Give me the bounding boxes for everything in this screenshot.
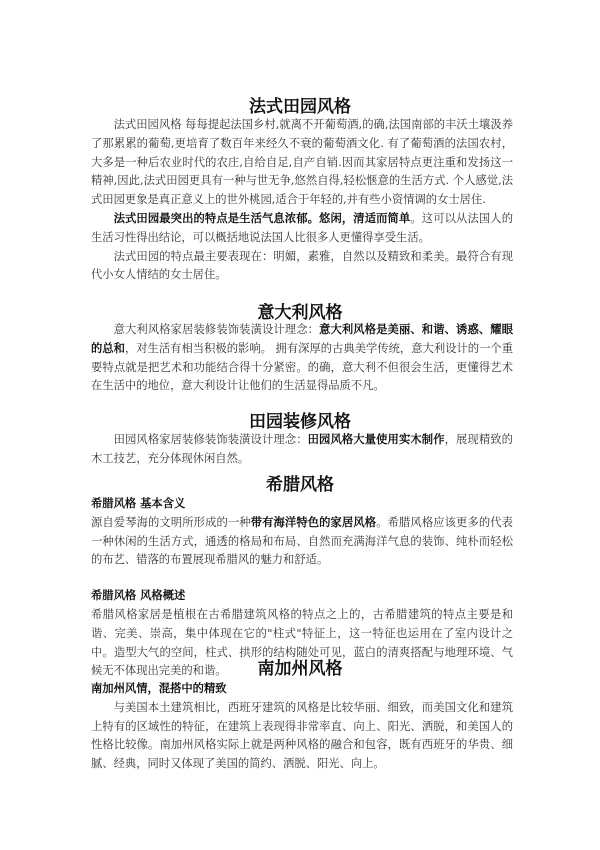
italian-highlight: 意大利风格是美丽、和谐、诱惑、耀眼的总和 [91,323,513,355]
pastoral-rest: ，展现精致的木工技艺，充分体现休闲自然。 [91,433,513,465]
greek-highlight: 带有海洋特色的家居风格 [250,515,377,529]
greek-subheading-2: 希腊风格 风格概述 [91,589,186,603]
greek-pre: 源自爱琴海的文明所形成的一种 [91,515,251,529]
greek-rest: 。希腊风格应该更多的代表一种休闲的生活方式，通透的格局和布局、自然而充满海洋气息的装饰、纯朴而轻松的布艺、错落的布置展现希腊风的魅力和舒适。 [91,515,513,567]
italian-title: 意大利风格 [257,303,343,323]
french-paragraph-2 [91,210,513,248]
french-section [91,116,513,285]
french-paragraph-2-rest: 。这可以从法国人的生活习性得出结论，可以概括地说法国人比很多人更懂得享受生活。 [91,211,513,244]
pastoral-highlight: 田园风格大量使用实木制作 [307,433,445,446]
french-paragraph-3: 法式田园的特点最主要表现在：明媚，素雅，自然以及精致和柔美。最符合有现代小女人情结的女士居住。 [91,249,513,282]
french-title: 法式田园风格 [249,97,351,117]
greek-title: 希腊风格 [266,475,334,495]
italian-pre: 意大利风格家居装修装饰装潢设计理念： [113,323,320,336]
greek-subheading-1: 希腊风格 基本含义 [91,497,186,510]
french-highlight: 法式田园最突出的特点是生活气息浓郁。悠闲，清适而简单 [113,211,411,225]
italian-rest: ，对生活有相当积极的影响。 拥有深厚的古典美学传统，意大利设计的一个重要特点就是把艺术和功能结合得十分紧密。的确，意大利不但很会生活，更懂得艺术在生活中的地位，意大利设计让他们的生活显得品质不凡。 [91,341,513,393]
pastoral-pre: 田园风格家居装修装饰装潢设计理念： [113,433,308,446]
pastoral-title: 田园装修风格 [249,412,351,432]
socal-section [91,680,513,774]
italian-section [91,321,513,396]
pastoral-section [91,431,513,469]
greek-paragraph-2: 希腊风格家居是植根在古希腊建筑风格的特点之上的，古希腊建筑的特点主要是和谐、完美、崇高，集中体现在它的"柱式"特征上，这一特征也运用在了室内设计之中。造型大气的空间，柱式、拱形的结构随处可见，蓝白的清爽搭配与地理环境、气候无不体现出完美的和谐。 [91,607,513,678]
socal-title: 南加州风格 [257,659,343,679]
socal-subheading: 南加州风情，混搭中的精致 [91,682,227,695]
italian-paragraph [91,321,513,396]
pastoral-paragraph [91,431,513,469]
french-paragraph-1: 法式田园风格 每每提起法国乡村,就离不开葡萄酒,的确,法国南部的丰沃土壤汲养了那累累的葡萄,更培育了数百年来经久不衰的葡萄酒文化. 有了葡萄酒的法国农村，大多是一种后农业时代的农庄,自给自足,自产自销.因而其家居特点更注重和发扬这一精神,因此,法式田园更具有一种与世无争,悠然自得,轻松惬意的生活方式. 个人感觉,法式田园更象是真正意义上的世外桃园,适合于年轻的,并有些小资情调的女士居住. [91,118,513,207]
socal-paragraph: 与美国本土建筑相比，西班牙建筑的风格是比较华丽、细致，而美国文化和建筑上特有的区域性的特征，在建筑上表现得非常率直、向上、阳光、洒脱，和美国人的性格比较像。南加州风格实际上就是两种风格的融合和包容，既有西班牙的华贵、细腻、经典，同时又体现了美国的简约、洒脱、阳光、向上。 [91,700,513,771]
greek-paragraph-1 [91,514,513,570]
